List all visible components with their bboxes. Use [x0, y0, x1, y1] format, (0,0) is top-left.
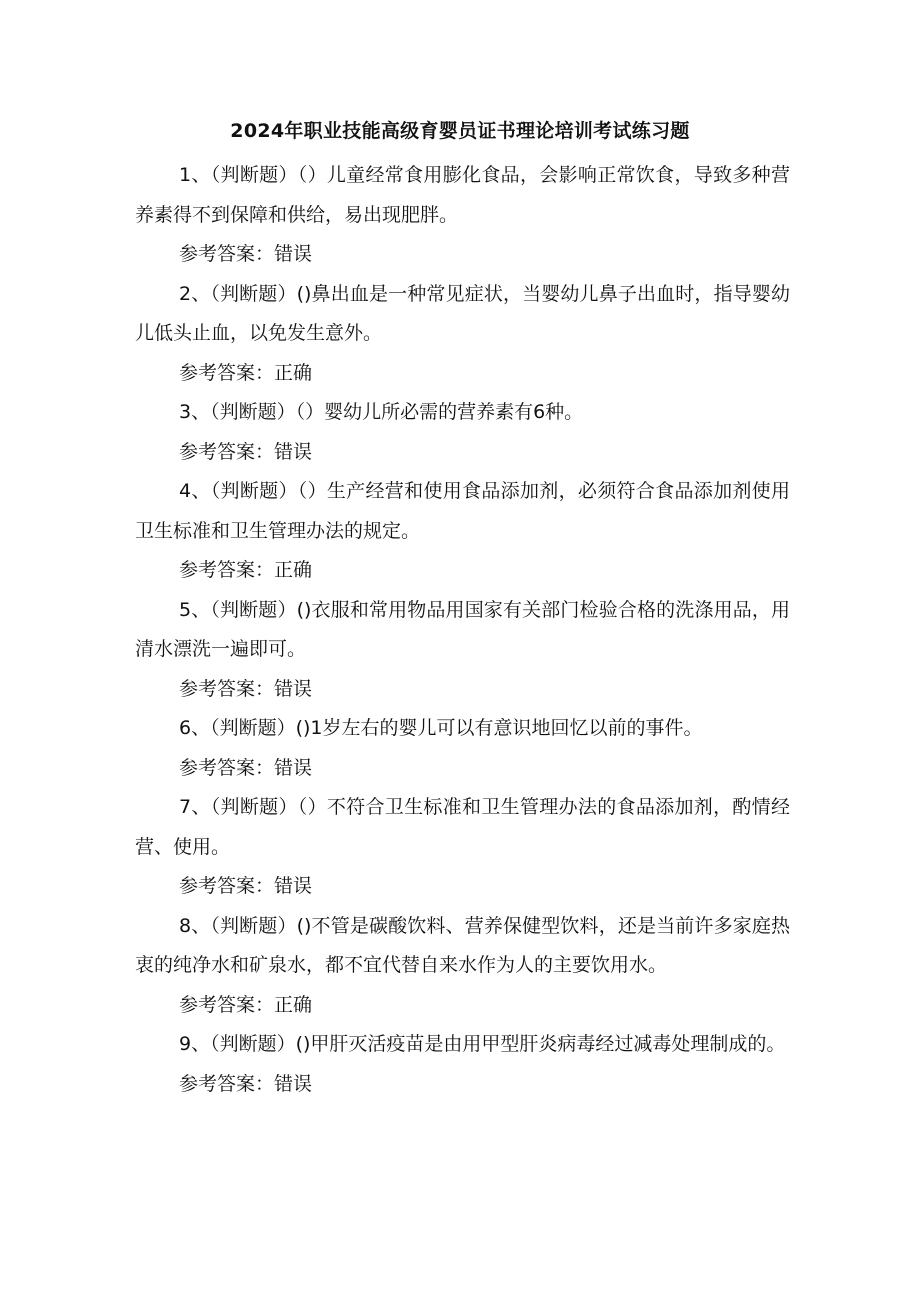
question-4-answer: 参考答案：正确: [179, 559, 313, 581]
question-5-answer: 参考答案：错误: [179, 677, 313, 700]
question-1-answer: 参考答案：错误: [179, 243, 313, 265]
question-9-answer: 参考答案：错误: [179, 1072, 313, 1095]
question-8-answer: 参考答案：正确: [179, 993, 313, 1016]
question-3-text: 3、（判断题）（）婴幼儿所必需的营养素有6种。: [179, 401, 584, 423]
question-7-answer: 参考答案：错误: [179, 875, 313, 897]
question-1-text: 1、（判断题）（）儿童经常食用膨化食品，会影响正常饮食，导致多种营养素得不到保障和供给，易出现肥胖。: [135, 164, 790, 226]
question-list: [135, 156, 790, 1104]
question-7-text: 7、（判断题）（）不符合卫生标准和卫生管理办法的食品添加剂，酌情经营、使用。: [135, 796, 790, 858]
question-3-answer: 参考答案：错误: [179, 440, 313, 463]
question-2-answer: 参考答案：正确: [179, 361, 313, 384]
question-9-text: 9、（判断题）()甲肝灭活疫苗是由用甲型肝炎病毒经过减毒处理制成的。: [179, 1033, 786, 1055]
question-4-text: 4、（判断题）（）生产经营和使用食品添加剂，必须符合食品添加剂使用卫生标准和卫生管理办法的规定。: [135, 480, 790, 542]
question-5-text: 5、（判断题）()衣服和常用物品用国家有关部门检验合格的洗涤用品，用清水漂洗一遍即可。: [135, 598, 790, 660]
question-2-text: 2、（判断题）()鼻出血是一种常见症状，当婴幼儿鼻子出血时，指导婴幼儿低头止血，以免发生意外。: [135, 282, 790, 344]
question-6-answer: 参考答案：错误: [179, 756, 313, 779]
question-8-text: 8、（判断题）()不管是碳酸饮料、营养保健型饮料，还是当前许多家庭热衷的纯净水和矿泉水，都不宜代替自来水作为人的主要饮用水。: [135, 914, 790, 976]
question-6-text: 6、（判断题）()1岁左右的婴儿可以有意识地回忆以前的事件。: [179, 717, 703, 739]
document-title: 2024年职业技能高级育婴员证书理论培训考试练习题: [230, 120, 690, 142]
